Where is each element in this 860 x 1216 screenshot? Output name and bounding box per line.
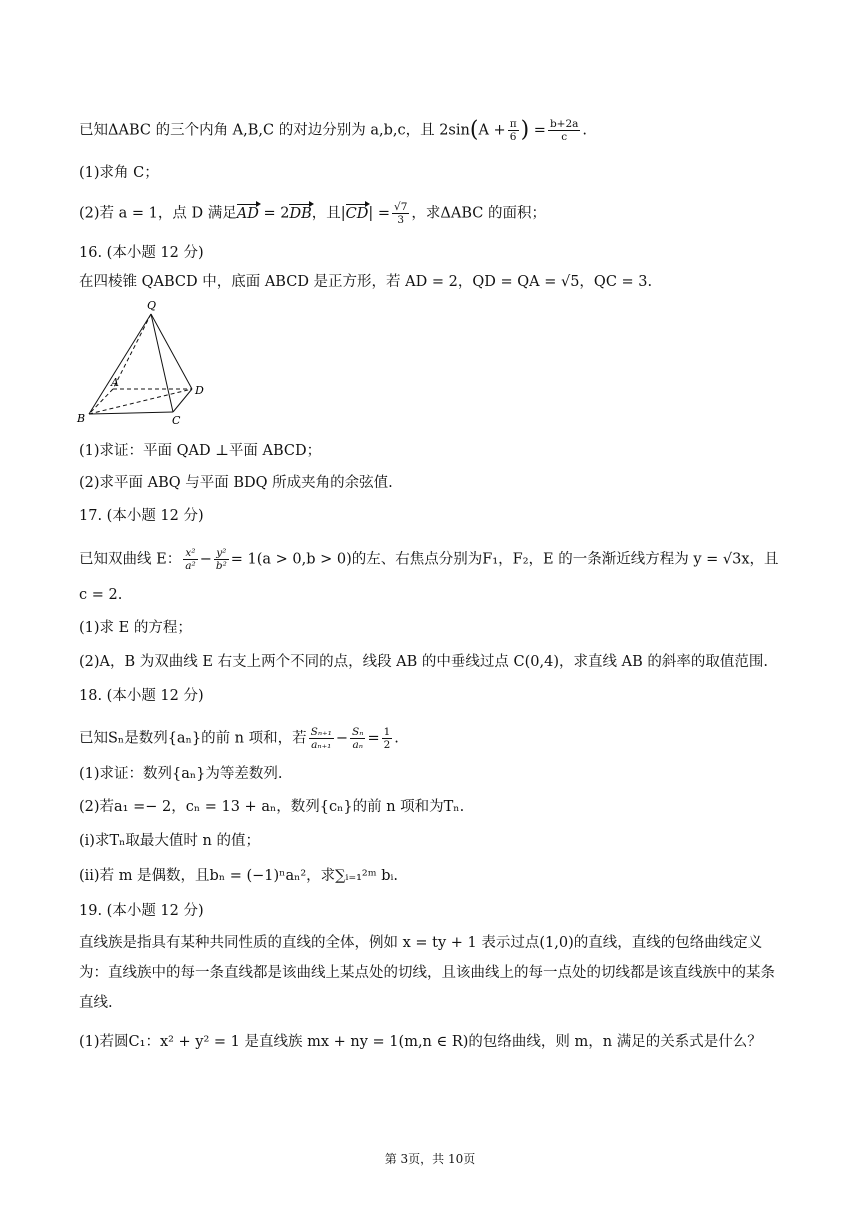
q17-y-fraction: $\frac{\text{y²}}{\text{b²}}$: [215, 547, 227, 572]
q15-part1: (1)求角 C；: [79, 165, 159, 181]
q16-part2: (2)求平面 ABQ 与平面 BDQ 所成夹角的余弦值.: [79, 475, 393, 491]
q17-x-fraction: $\frac{\text{x²}}{\text{a²}}$: [185, 547, 196, 572]
q15-part2: (2)若 a = 1，点 D 满足AD = 2DB，且|CD| = $\frac{√7}{3}$ ，求ΔABC 的面积；: [79, 201, 546, 226]
edge-QB: [89, 314, 151, 414]
q18-part2-ii: (ⅱ)若 m 是偶数，且bₙ = (−1)ⁿaₙ²，求∑ᵢ₌₁²ᵐ bᵢ.: [79, 868, 399, 884]
edge-QD: [151, 314, 192, 389]
q16-stem: 在四棱锥 QABCD 中，底面 ABCD 是正方形，若 AD = 2，QD = QA = √5，QC = 3.: [79, 274, 653, 290]
edge-AB: [89, 389, 113, 414]
vector-DB: DB: [289, 205, 312, 222]
label-Q: Q: [147, 299, 157, 312]
vector-AD: AD: [236, 205, 259, 222]
q16-header: 16. (本小题 12 分): [79, 245, 204, 261]
q19-header: 19. (本小题 12 分): [79, 903, 204, 919]
page-footer: 第 3页，共 10页: [384, 1152, 476, 1166]
edge-BC: [89, 412, 173, 414]
label-A: A: [111, 376, 119, 389]
q18-fraction-1: $\frac{\text{Sₙ₊₁}}{\text{aₙ₊₁}}$: [310, 726, 332, 751]
q15-paren-text: A +: [478, 122, 506, 139]
q15-rhs-fraction: $\frac{b+2a}{c}$: [549, 118, 579, 143]
q16-part1: (1)求证：平面 QAD ⊥平面 ABCD；: [79, 443, 322, 459]
q17-part2: (2)A，B 为双曲线 E 右支上两个不同的点，线段 AB 的中垂线过点 C(0,4)，求直线 AB 的斜率的取值范围.: [79, 654, 768, 670]
label-D: D: [195, 384, 204, 397]
q15-pi-fraction: $\frac{\pi}{6}$: [509, 118, 517, 143]
q17-stem-c: c = 2.: [79, 587, 123, 603]
q19-stem: 直线族是指具有某种共同性质的直线的全体，例如 x = ty + 1 表示过点(1,0)的直线，直线的包络曲线定义为：直线族中的每一条直线都是该曲线上某点处的切线，且该曲线上的每一点处的切线都是该直线族中的某条直线.: [79, 935, 775, 1011]
q18-part2: (2)若a₁ =− 2，cₙ = 13 + aₙ，数列{cₙ}的前 n 项和为Tₙ.: [79, 799, 465, 815]
q18-fraction-2: $\frac{\text{Sₙ}}{\text{aₙ}}$: [352, 726, 364, 751]
q15-stem: 已知ΔABC 的三个内角 A,B,C 的对边分别为 a,b,c，且 2sin(A + $\frac{\pi}{6}$ ) = $\frac{b+2a}{c}$ .: [79, 117, 588, 143]
q19-part1: (1)若圆C₁：x² + y² = 1 是直线族 mx + ny = 1(m,n ∈ R)的包络曲线，则 m，n 满足的关系式是什么？: [79, 1034, 762, 1050]
q17-part1: (1)求 E 的方程；: [79, 620, 192, 636]
q17-stem: 已知双曲线 E： $\frac{\text{x²}}{\text{a²}}$ − $\frac{\text{y²}}{\text{b²}}$ = 1(a > 0,b > 0)的左、右焦点分别为F₁，F₂，E 的一条渐近线方程为 y = √3x，且: [79, 547, 779, 572]
edge-CD: [173, 389, 192, 412]
label-C: C: [172, 414, 181, 427]
q18-part2-i: (ⅰ)求Tₙ取最大值时 n 的值；: [79, 833, 260, 849]
pyramid-figure: [70, 296, 220, 430]
vector-CD: CD: [345, 205, 369, 222]
q17-header: 17. (本小题 12 分): [79, 508, 204, 524]
q18-half: $\frac{1}{2}$: [383, 726, 391, 751]
edge-QC: [151, 314, 173, 412]
q18-header: 18. (本小题 12 分): [79, 688, 204, 704]
label-B: B: [77, 412, 86, 425]
q18-stem: 已知Sₙ是数列{aₙ}的前 n 项和，若 $\frac{\text{Sₙ₊₁}}{\text{aₙ₊₁}}$ − $\frac{\text{Sₙ}}{\text{aₙ}}$ = $\frac{1}{2}$ .: [79, 726, 399, 751]
q18-part1: (1)求证：数列{aₙ}为等差数列.: [79, 766, 283, 782]
q15-sqrt7-fraction: $\frac{√7}{3}$: [394, 201, 408, 226]
diag-BD: [89, 389, 192, 414]
